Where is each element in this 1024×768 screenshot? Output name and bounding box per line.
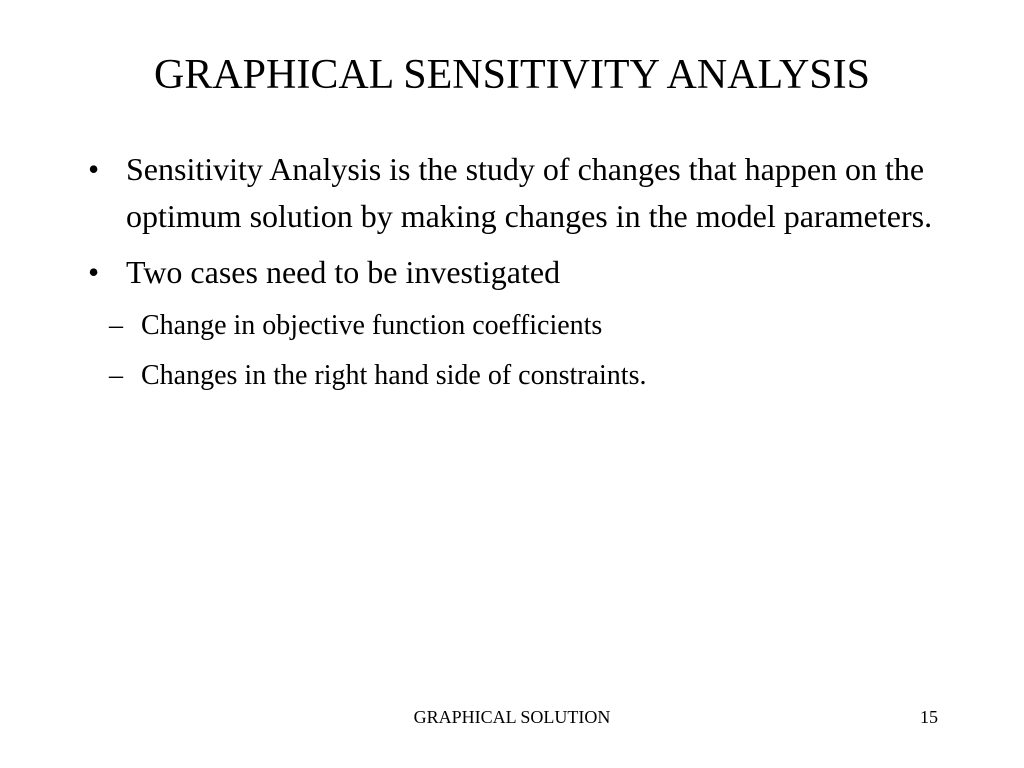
bullet-marker: • [88,151,100,187]
sub-bullet-marker: – [109,360,123,391]
sub-list-container [88,305,948,397]
sub-bullet-text: Changes in the right hand side of constraints. [141,360,647,391]
sub-bullet-item [96,305,948,347]
sub-bullet-marker: – [109,310,123,341]
bullet-marker: • [88,254,100,290]
bullet-text: Two cases need to be investigated [126,254,561,290]
slide-title: GRAPHICAL SENSITIVITY ANALYSIS [153,52,871,98]
bullet-text: Sensitivity Analysis is the study of changes that happen on the optimum solution by making changes in the model parameters. [126,151,933,234]
footer-title: GRAPHICAL SOLUTION [413,707,611,727]
sub-bullet-list [88,305,948,397]
bullet-item [88,249,948,296]
bullet-item [88,146,948,240]
page-number: 15 [920,707,938,727]
bullet-list [88,146,948,405]
sub-bullet-text: Change in objective function coefficients [141,310,603,341]
sub-bullet-item [96,355,948,397]
